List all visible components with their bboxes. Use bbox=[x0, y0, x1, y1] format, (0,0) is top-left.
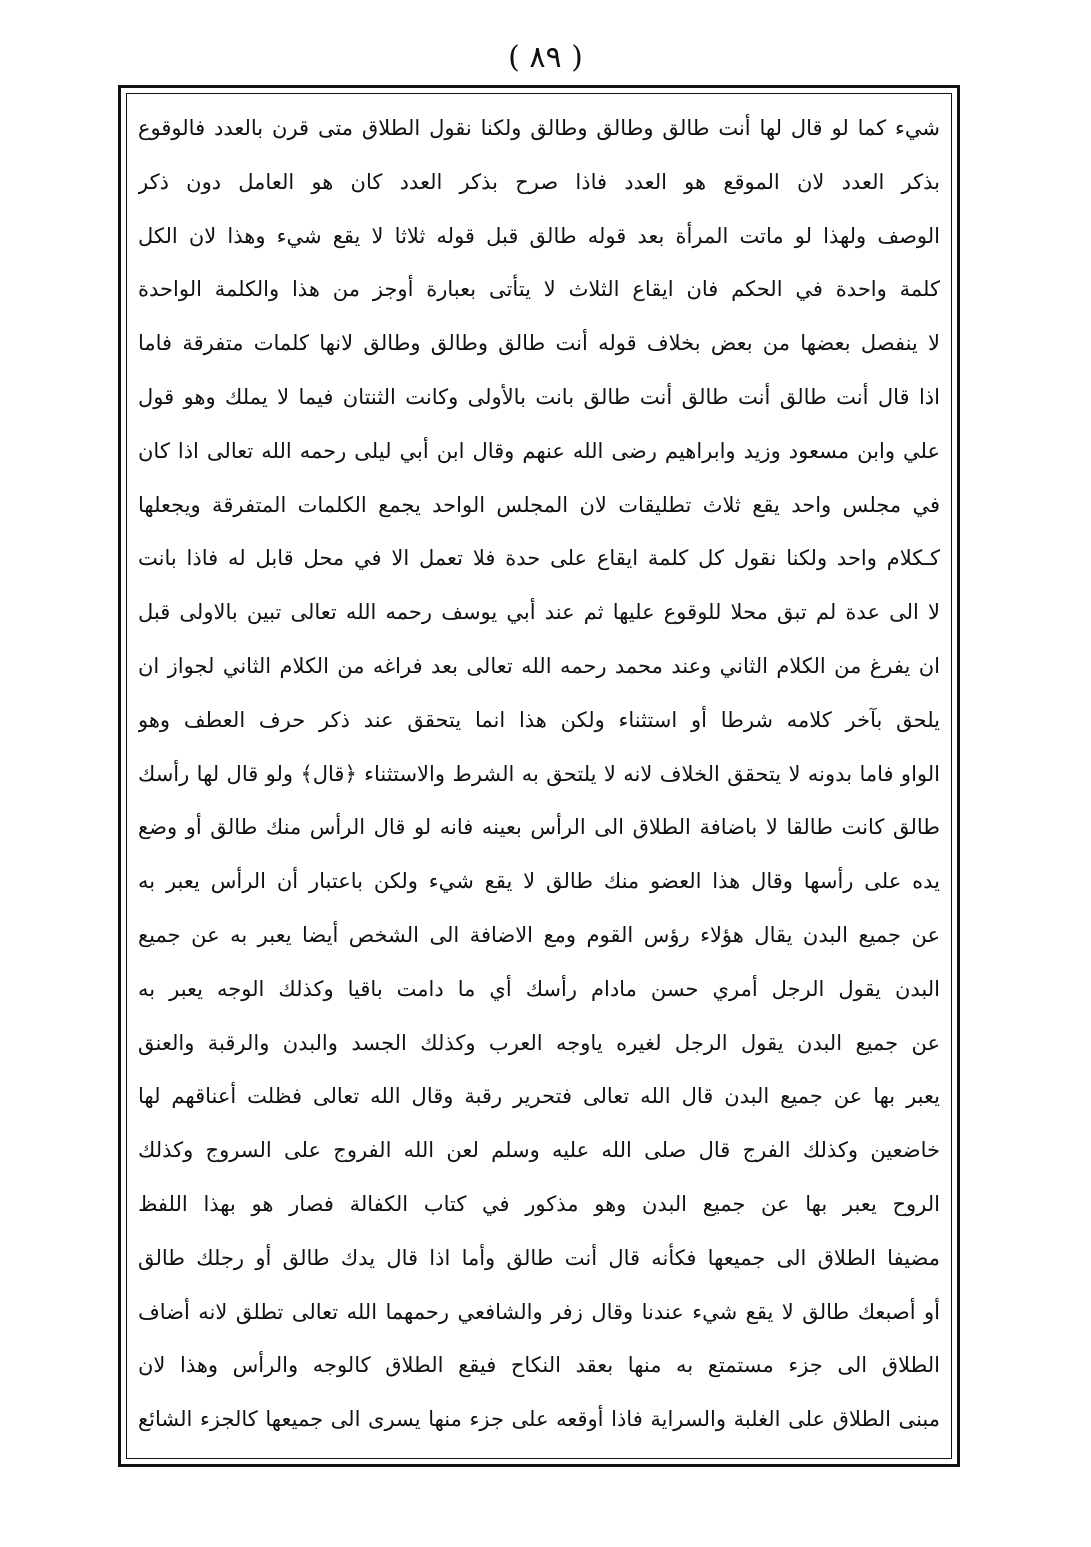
text-line: الوصف ولهذا لو ماتت المرأة بعد قوله طالق قبل قوله ثلاثا لا يقع شيء وهذا لان الكل bbox=[138, 223, 940, 248]
page-number: ( ٨٩ ) bbox=[508, 40, 583, 75]
text-line: لا ينفصل بعضها من بعض بخلاف قوله أنت طالق وطالق وطالق لانها كلمات متفرقة فاما bbox=[138, 331, 940, 356]
text-line: يده على رأسها وقال هذا العضو منك طالق لا يقع شيء ولكن باعتبار أن الرأس يعبر به bbox=[138, 869, 940, 894]
text-line: يلحق بآخر كلامه شرطا أو استثناء ولكن هذا انما يتحقق عند ذكر حرف العطف وهو bbox=[138, 707, 940, 732]
text-line: خاضعين وكذلك الفرج قال صلى الله عليه وسلم لعن الله الفروج على السروج وكذلك bbox=[138, 1138, 940, 1163]
text-line: الروح يعبر بها عن جميع البدن وهو مذكور في كتاب الكفالة فصار هو بهذا اللفظ bbox=[138, 1191, 940, 1216]
text-line: مضيفا الطلاق الى جميعها فكأنه قال أنت طالق وأما اذا قال يدك طالق أو رجلك طالق bbox=[138, 1245, 940, 1270]
text-line: البدن يقول الرجل أمري حسن مادام رأسك أي ما دامت باقيا وكذلك الوجه يعبر به bbox=[138, 976, 940, 1001]
text-line: لا الى عدة لم تبق محلا للوقوع عليها ثم عند أبي يوسف رحمه الله تعالى تبين بالاولى قبل bbox=[138, 600, 940, 625]
text-line: يعبر بها عن جميع البدن قال الله تعالى فتحرير رقبة وقال الله تعالى فظلت أعناقهم لها bbox=[138, 1084, 940, 1109]
text-line: عن جميع البدن يقال هؤلاء رؤس القوم ومع الاضافة الى الشخص أيضا يعبر به عن جميع bbox=[138, 922, 940, 947]
text-line: شيء كما لو قال لها أنت طالق وطالق وطالق ولكنا نقول الطلاق متى قرن بالعدد فالوقوع bbox=[138, 116, 940, 140]
text-line: عن جميع البدن يقول الرجل لغيره ياوجه العرب وكذلك الجسد والبدن والرقبة والعنق bbox=[138, 1030, 940, 1055]
text-line: ان يفرغ من الكلام الثاني وعند محمد رحمه الله تعالى بعد فراغه من الكلام الثاني لجواز ان bbox=[138, 653, 940, 678]
text-line: في مجلس واحد يقع ثلاث تطليقات لان المجلس الواحد يجمع الكلمات المتفرقة ويجعلها bbox=[138, 492, 940, 517]
text-line: طالق كانت طالقا لا باضافة الطلاق الى الرأس بعينه فانه لو قال الرأس منك طالق أو وضع bbox=[138, 815, 940, 840]
body-text bbox=[138, 102, 940, 1447]
text-line: اذا قال أنت طالق أنت طالق أنت طالق بانت بالأولى وكانت الثنتان فيما لا يملك وهو قول bbox=[138, 384, 940, 409]
text-line: الواو فاما بدونه لا يتحقق الخلاف لانه لا يلتحق به الشرط والاستثناء ﴿قال﴾ ولو قال لها رأسك bbox=[138, 761, 940, 786]
text-line: علي وابن مسعود وزيد وابراهيم رضى الله عنهم وقال ابن أبي ليلى رحمه الله تعالى اذا كان bbox=[138, 438, 940, 463]
text-line: بذكر العدد لان الموقع هو العدد فاذا صرح بذكر العدد كان هو العامل دون ذكر bbox=[138, 169, 940, 194]
text-line: الطلاق الى جزء مستمتع به منها بعقد النكاح فيقع الطلاق كالوجه والرأس وهذا لان bbox=[138, 1353, 940, 1378]
text-line: مبنى الطلاق على الغلبة والسراية فاذا أوقعه على جزء منها يسرى الى جميعها كالجزء الشائع bbox=[138, 1407, 940, 1432]
text-line: كلمة واحدة في الحكم فان ايقاع الثلاث لا يتأتى بعبارة أوجز من هذا والكلمة الواحدة bbox=[138, 277, 940, 302]
text-line: أو أصبعك طالق لا يقع شيء عندنا وقال زفر والشافعي رحمهما الله تعالى تطلق لانه أضاف bbox=[138, 1299, 940, 1324]
text-line: كـكلام واحد ولكنا نقول كل كلمة ايقاع على حدة فلا تعمل الا في محل قابل له فاذا بانت bbox=[138, 546, 940, 571]
